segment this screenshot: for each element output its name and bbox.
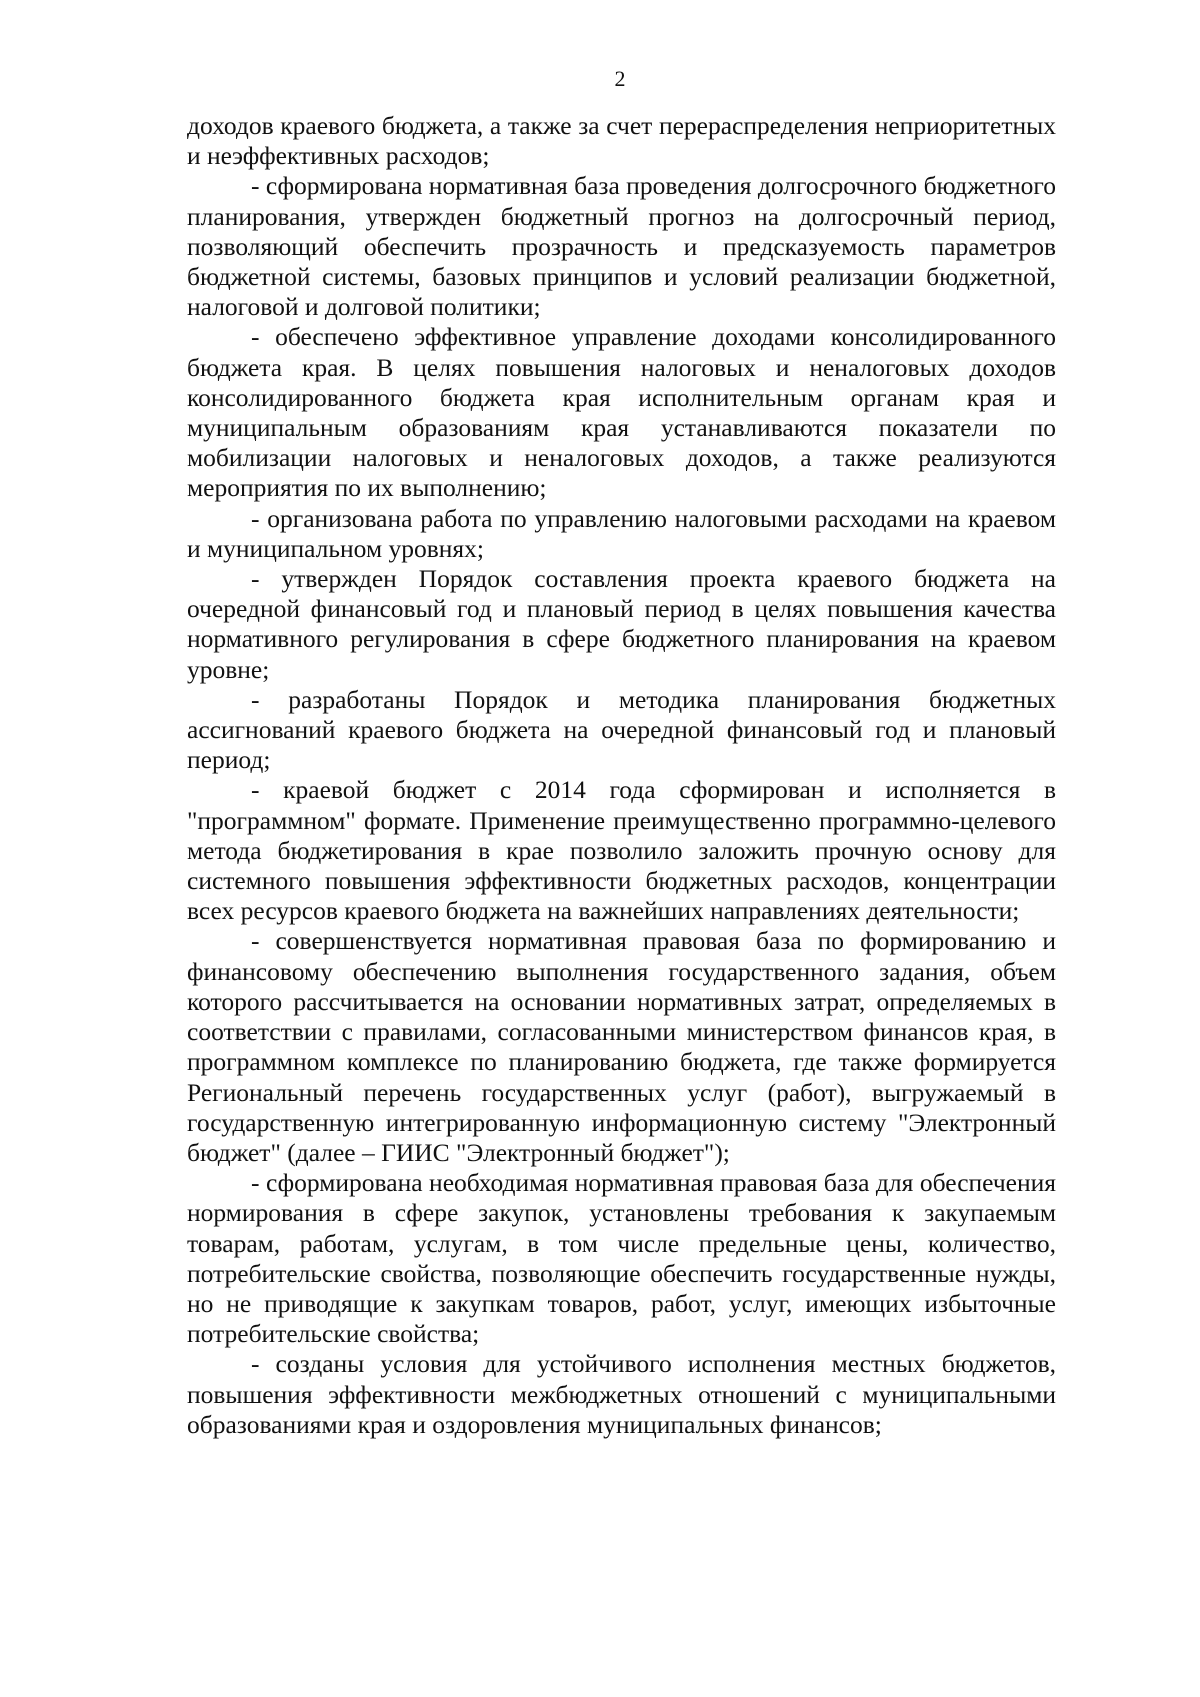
list-item-procurement-rules: - сформирована необходимая нормативная правовая база для обеспечения нормирования в сфере закупок, установлены требования к закупаемым товарам, работам, услугам, в том числе предельные цены, количество, потребительские свойства, позволяющие обеспечить государственные нужды, но не приводящие к закупкам товаров, работ, услуг, имеющих избыточные потребительские свойства; [187, 1168, 1056, 1349]
list-item-local-budgets: - созданы условия для устойчивого исполнения местных бюджетов, повышения эффективности межбюджетных отношений с муниципальными образованиями края и оздоровления муниципальных финансов; [187, 1349, 1056, 1439]
list-item-state-assignment: - совершенствуется нормативная правовая база по формированию и финансовому обеспечению выполнения государственного задания, объем которого рассчитывается на основании нормативных затрат, определяемых в соответствии с правилами, согласованными министерством финансов края, в программном комплексе по планированию бюджета, где также формируется Региональный перечень государственных услуг (работ), выгружаемый в государственную интегрированную информационную систему "Электронный бюджет" (далее – ГИИС "Электронный бюджет"); [187, 926, 1056, 1167]
document-body [187, 111, 1056, 1440]
paragraph-continuation: доходов краевого бюджета, а также за счет перераспределения неприоритетных и неэффективных расходов; [187, 111, 1056, 171]
page-number: 2 [614, 66, 626, 91]
list-item-long-term-planning: - сформирована нормативная база проведения долгосрочного бюджетного планирования, утвержден бюджетный прогноз на долгосрочный период, позволяющий обеспечить прозрачность и предсказуемость параметров бюджетной системы, базовых принципов и условий реализации бюджетной, налоговой и долговой политики; [187, 171, 1056, 322]
list-item-budget-procedure: - утвержден Порядок составления проекта краевого бюджета на очередной финансовый год и плановый период в целях повышения качества нормативного регулирования в сфере бюджетного планирования на краевом уровне; [187, 564, 1056, 684]
list-item-allocation-methodology: - разработаны Порядок и методика планирования бюджетных ассигнований краевого бюджета на очередной финансовый год и плановый период; [187, 684, 1056, 775]
list-item-program-format: - краевой бюджет с 2014 года сформирован и исполняется в "программном" формате. Применение преимущественно программно-целевого метода бюджетирования в крае позволило заложить прочную основу для системного повышения эффективности бюджетных расходов, концентрации всех ресурсов краевого бюджета на важнейших направлениях деятельности; [187, 775, 1056, 926]
list-item-revenue-management: - обеспечено эффективное управление доходами консолидированного бюджета края. В целях повышения налоговых и неналоговых доходов консолидированного бюджета края исполнительным органам края и муниципальным образованиям края устанавливаются показатели по мобилизации налоговых и неналоговых доходов, а также реализуются мероприятия по их выполнению; [187, 322, 1056, 503]
list-item-tax-expenditures: - организована работа по управлению налоговыми расходами на краевом и муниципальном уровнях; [187, 503, 1056, 563]
